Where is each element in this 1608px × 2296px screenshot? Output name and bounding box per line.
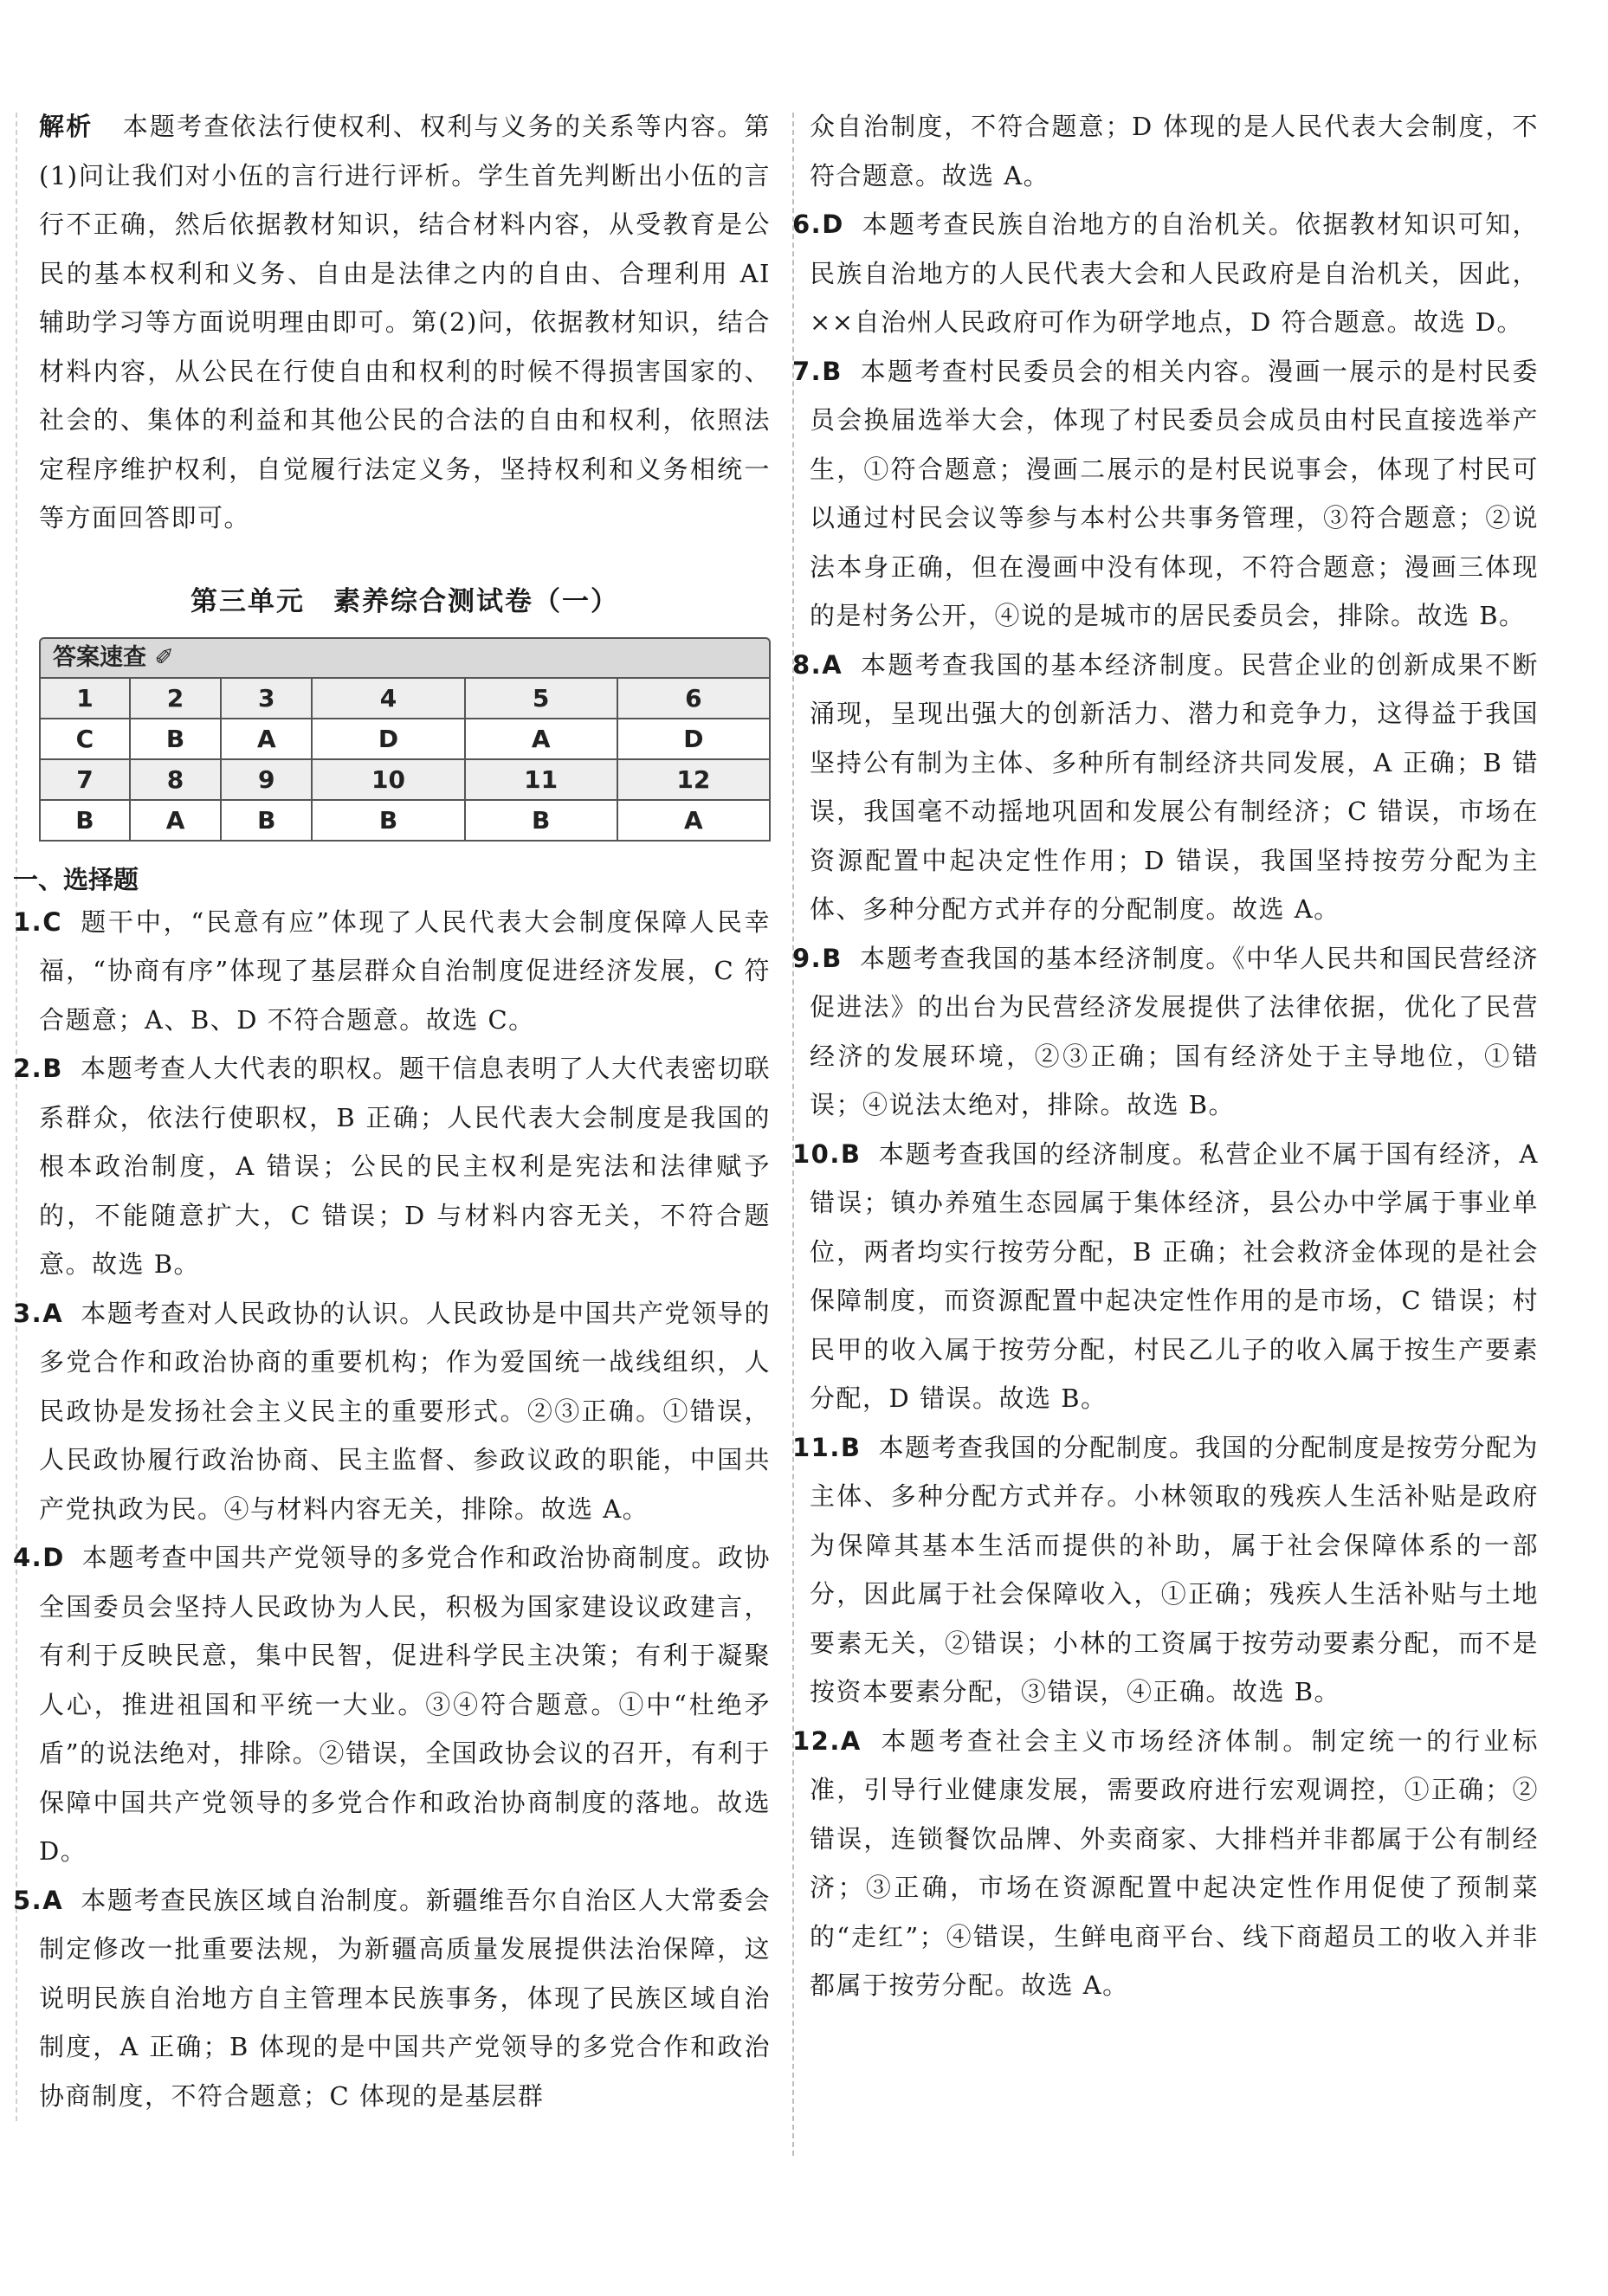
- answer-item: [792, 934, 1539, 1130]
- item-number: 7.B: [792, 356, 843, 386]
- item-number: 8.A: [792, 649, 843, 680]
- item-number: 4.D: [13, 1543, 65, 1572]
- answer-cell: A: [465, 719, 617, 759]
- item-number: 6.D: [792, 210, 844, 239]
- left-margin-rule: [16, 113, 17, 2121]
- answer-table: [39, 677, 771, 842]
- answer-cell: D: [312, 719, 464, 759]
- answer-cell: B: [312, 800, 464, 841]
- answer-item: [792, 200, 1539, 347]
- item-number: 5.A: [13, 1885, 64, 1915]
- answer-cell: B: [40, 800, 130, 841]
- answer-cell: 11: [465, 759, 617, 800]
- answer-table-row: [40, 719, 770, 759]
- answer-item: [13, 1876, 771, 2121]
- answer-table-label: 答案速查: [53, 643, 146, 671]
- item-number: 12.A: [792, 1725, 862, 1756]
- item-number: 1.C: [13, 906, 62, 937]
- item-text: 本题考查民族区域自治制度。新疆维吾尔自治区人大常委会制定修改一批重要法规，为新疆高质量发展提供法治保障，这说明民族自治地方自主管理本民族事务，体现了民族区域自治制度，A 正确；B 体现的是中国共产党领导的多党合作和政治协商制度，不符合题意；C 体现的是基层群: [39, 1885, 771, 2111]
- unit-title: 第三单元 素养综合测试卷（一）: [191, 585, 619, 617]
- answer-table-row: [40, 678, 770, 719]
- answer-cell: 4: [312, 678, 464, 719]
- column-divider: [792, 113, 794, 2156]
- item-text: 本题考查人大代表的职权。题干信息表明了人大代表密切联系群众，依法行使职权，B 正确；人民代表大会制度是我国的根本政治制度，A 错误；公民的民主权利是宪法和法律赋予的，不能随意扩大，C 错误；D 与材料内容无关，不符合题意。故选 B。: [39, 1054, 771, 1279]
- continued-text: 众自治制度，不符合题意；D 体现的是人民代表大会制度，不符合题意。故选 A。: [810, 112, 1539, 190]
- answer-cell: A: [130, 800, 221, 841]
- item-text: 本题考查中国共产党领导的多党合作和政治协商制度。政协全国委员会坚持人民政协为人民，积极为国家建设议政建言，有利于反映民意，集中民智，促进科学民主决策；有利于凝聚人心，推进祖国和平统一大业。③④符合题意。①中“杜绝矛盾”的说法绝对，排除。②错误，全国政协会议的召开，有利于保障中国共产党领导的多党合作和政治协商制度的落地。故选 D。: [39, 1543, 771, 1866]
- item-text: 本题考查对人民政协的认识。人民政协是中国共产党领导的多党合作和政治协商的重要机构；作为爱国统一战线组织，人民政协是发扬社会主义民主的重要形式。②③正确。①错误，人民政协履行政治协商、民主监督、参政议政的职能，中国共产党执政为民。④与材料内容无关，排除。故选 A。: [39, 1298, 771, 1524]
- answer-cell: D: [617, 719, 770, 759]
- answer-cell: 5: [465, 678, 617, 719]
- answer-cell: 12: [617, 759, 770, 800]
- answer-cell: 3: [221, 678, 312, 719]
- right-column: [792, 102, 1539, 2010]
- answer-table-row: [40, 800, 770, 841]
- answer-cell: 7: [40, 759, 130, 800]
- answer-cell: B: [221, 800, 312, 841]
- item-text: 本题考查我国的基本经济制度。民营企业的创新成果不断涌现，呈现出强大的创新活力、潜力和竞争力，这得益于我国坚持公有制为主体、多种所有制经济共同发展，A 正确；B 错误，我国毫不动摇地巩固和发展公有制经济；C 错误，市场在资源配置中起决定性作用；D 错误，我国坚持按劳分配为主体、多种分配方式并存的分配制度。故选 A。: [810, 649, 1539, 924]
- item-text: 本题考查我国的基本经济制度。《中华人民共和国民营经济促进法》的出台为民营经济发展提供了法律依据，优化了民营经济的发展环境，②③正确；国有经济处于主导地位，①错误；④说法太绝对，排除。故选 B。: [810, 943, 1539, 1119]
- item-number: 2.B: [13, 1054, 63, 1083]
- answer-cell: B: [130, 719, 221, 759]
- answer-cell: 9: [221, 759, 312, 800]
- answer-cell: A: [221, 719, 312, 759]
- item-text: 本题考查我国的分配制度。我国的分配制度是按劳分配为主体、多种分配方式并存。小林领取的残疾人生活补贴是政府为保障其基本生活而提供的补助，属于社会保障体系的一部分，因此属于社会保障收入，①正确；残疾人生活补贴与土地要素无关，②错误；小林的工资属于按劳动要素分配，而不是按资本要素分配，③错误，④正确。故选 B。: [810, 1432, 1539, 1706]
- answer-item: [792, 1717, 1539, 2010]
- answer-cell: C: [40, 719, 130, 759]
- item-number: 11.B: [792, 1432, 862, 1462]
- answer-item: [792, 347, 1539, 641]
- section-title: 一、选择题: [13, 864, 139, 894]
- analysis-text: 本题考查依法行使权利、权利与义务的关系等内容。第(1)问让我们对小伍的言行进行评析。学生首先判断出小伍的言行不正确，然后依据教材知识，结合材料内容，从受教育是公民的基本权利和义务、自由是法律之内的自由、合理利用 AI 辅助学习等方面说明理由即可。第(2)问，依据教材知识，结合材料内容，从公民在行使自由和权利的时候不得损害国家的、社会的、集体的利益和其他公民的合法的自由和权利，依照法定程序维护权利，自觉履行法定义务，坚持权利和义务相统一等方面回答即可。: [39, 112, 771, 532]
- analysis-label: 解析: [39, 112, 94, 141]
- item-text: 本题考查村民委员会的相关内容。漫画一展示的是村民委员会换届选举大会，体现了村民委员会成员由村民直接选举产生，①符合题意；漫画二展示的是村民说事会，体现了村民可以通过村民会议等参与本村公共事务管理，③符合题意；②说法本身正确，但在漫画中没有体现，不符合题意；漫画三体现的是村务公开，④说的是城市的居民委员会，排除。故选 B。: [810, 356, 1539, 630]
- answer-cell: 8: [130, 759, 221, 800]
- answer-item: [13, 898, 771, 1045]
- answer-item: [13, 1533, 771, 1876]
- answer-cell: 2: [130, 678, 221, 719]
- answer-cell: 1: [40, 678, 130, 719]
- item-text: 本题考查我国的经济制度。私营企业不属于国有经济，A 错误；镇办养殖生态园属于集体经济，县公办中学属于事业单位，两者均实行按劳分配，B 正确；社会救济金体现的是社会保障制度，而资源配置中起决定性作用的是市场，C 错误；村民甲的收入属于按劳分配，村民乙儿子的收入属于按生产要素分配，D 错误。故选 B。: [810, 1138, 1539, 1413]
- left-column: [13, 102, 771, 2120]
- answer-item: [13, 1289, 771, 1534]
- answer-item: [792, 641, 1539, 934]
- item-text: 本题考查社会主义市场经济体制。制定统一的行业标准，引导行业健康发展，需要政府进行宏观调控，①正确；②错误，连锁餐饮品牌、外卖商家、大排档并非都属于公有制经济；③正确，市场在资源配置中起决定性作用促使了预制菜的“走红”；④错误，生鲜电商平台、线下商超员工的收入并非都属于按劳分配。故选 A。: [810, 1725, 1539, 2000]
- answer-table-header: [39, 637, 771, 677]
- item-number: 10.B: [792, 1138, 862, 1169]
- analysis-paragraph: [39, 102, 771, 543]
- answer-table-row: [40, 759, 770, 800]
- answer-cell: 6: [617, 678, 770, 719]
- answer-item: [13, 1044, 771, 1289]
- answer-item: [792, 1423, 1539, 1717]
- item-number: 9.B: [792, 943, 843, 973]
- item-text: 本题考查民族自治地方的自治机关。依据教材知识可知，民族自治地方的人民代表大会和人民政府是自治机关，因此，××自治州人民政府可作为研学地点，D 符合题意。故选 D。: [810, 210, 1539, 337]
- item-number: 3.A: [13, 1298, 64, 1328]
- answer-cell: 10: [312, 759, 464, 800]
- answer-item: [792, 1130, 1539, 1423]
- item-text: 题干中，“民意有应”体现了人民代表大会制度保障人民幸福，“协商有序”体现了基层群众自治制度促进经济发展，C 符合题意；A、B、D 不符合题意。故选 C。: [39, 906, 771, 1035]
- answer-cell: B: [465, 800, 617, 841]
- answer-cell: A: [617, 800, 770, 841]
- pen-icon: ✐: [146, 643, 175, 671]
